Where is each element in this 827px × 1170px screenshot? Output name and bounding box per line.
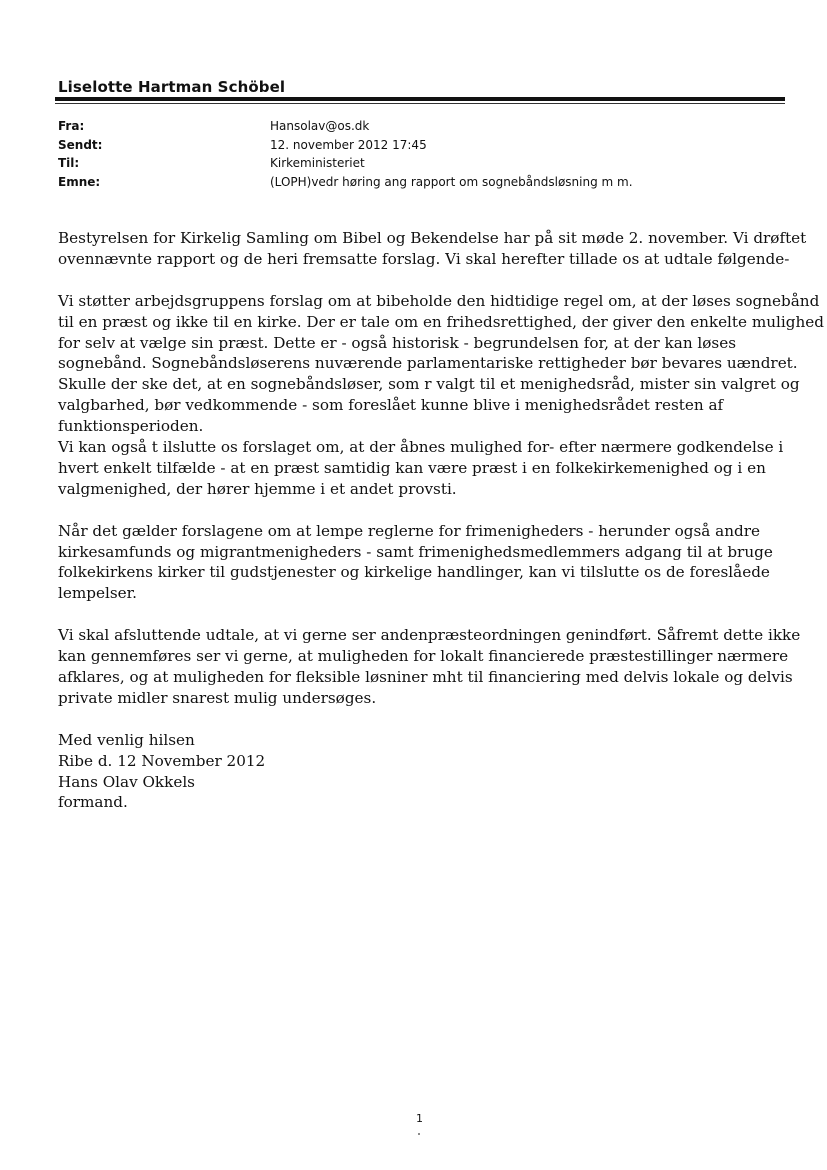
header-label-to: Til: bbox=[58, 156, 80, 170]
header-value-from: Hansolav@os.dk bbox=[270, 119, 370, 133]
paragraph-support bbox=[58, 291, 824, 500]
body-line: Når det gælder forslagene om at lempe reglerne for frimenigheders - herunder også andre bbox=[58, 521, 760, 540]
body-line: Vi skal afsluttende udtale, at vi gerne ser andenpræsteordningen genindført. Såfremt dette ikke bbox=[58, 626, 801, 645]
body-line: kirkesamfunds og migrantmenigheders - samt frimenighedsmedlemmers adgang til at bruge bbox=[58, 542, 773, 561]
paragraph-conclusion bbox=[58, 625, 801, 709]
header-value-sent: 12. november 2012 17:45 bbox=[270, 137, 427, 152]
body-line: hvert enkelt tilfælde - at en præst samtidig kan være præst i en folkekirkemenighed og i en bbox=[58, 458, 766, 477]
body-line: Skulle der ske det, at en sognebåndsløser, som r valgt til et menighedsråd, mister sin valgret og bbox=[58, 375, 800, 394]
header-row-sent bbox=[58, 136, 758, 155]
page-number: 1 bbox=[416, 1112, 423, 1125]
header-row-from bbox=[58, 117, 758, 136]
letter-body bbox=[58, 228, 824, 813]
header-value-subject: (LOPH)vedr høring ang rapport om sognebåndsløsning m m. bbox=[270, 174, 633, 189]
body-line: folkekirkens kirker til gudstjenester og kirkelige handlinger, kan vi tilslutte os de foreslåede bbox=[58, 563, 770, 582]
header-divider-thin bbox=[55, 103, 785, 104]
signatory-name: Hans Olav Okkels bbox=[58, 772, 195, 791]
header-value-to: Kirkeministeriet bbox=[270, 156, 365, 170]
email-header-block bbox=[58, 117, 758, 191]
closing-greeting: Med venlig hilsen bbox=[58, 730, 195, 749]
scan-speck bbox=[418, 1133, 420, 1135]
body-line: valgmenighed, der hører hjemme i et andet provsti. bbox=[58, 479, 457, 498]
body-line: Bestyrelsen for Kirkelig Samling om Bibel og Bekendelse har på sit møde 2. november. Vi drøftet bbox=[58, 229, 807, 247]
closing-place-date: Ribe d. 12 November 2012 bbox=[58, 751, 266, 770]
header-label-subject: Emne: bbox=[58, 174, 101, 189]
body-line: private midler snarest mulig undersøges. bbox=[58, 688, 377, 707]
signatory-title: formand. bbox=[58, 793, 128, 812]
signature-block bbox=[58, 730, 798, 814]
body-line: Vi kan også t ilslutte os forslaget om, at der åbnes mulighed for- efter nærmere godkendelse i bbox=[58, 438, 784, 457]
body-line: for selv at vælge sin præst. Dette er - også historisk - begrundelsen for, at der kan løses bbox=[58, 333, 737, 352]
body-line: funktionsperioden. bbox=[58, 417, 204, 436]
body-line: kan gennemføres ser vi gerne, at muligheden for lokalt financierede præstestillinger nærmere bbox=[58, 647, 789, 666]
header-label-sent: Sendt: bbox=[58, 137, 103, 152]
paragraph-free-churches bbox=[58, 521, 798, 605]
body-line: valgbarhed, bør vedkommende - som foreslået kunne blive i menighedsrådet resten af bbox=[58, 396, 724, 415]
body-line: lempelser. bbox=[58, 584, 138, 603]
sender-name: Liselotte Hartman Schöbel bbox=[58, 78, 286, 96]
header-row-subject bbox=[58, 173, 758, 192]
header-divider-thick bbox=[55, 97, 785, 101]
body-line: til en præst og ikke til en kirke. Der er tale om en frihedsrettighed, der giver den enkelte mulighed bbox=[58, 312, 824, 331]
body-line: sognebånd. Sognebåndsløserens nuværende parlamentariske rettigheder bør bevares uændret. bbox=[58, 354, 798, 373]
header-row-to bbox=[58, 154, 758, 173]
body-line: afklares, og at muligheden for fleksible løsniner mht til financiering med delvis lokale og delvis bbox=[58, 667, 793, 686]
body-line: Vi støtter arbejdsgruppens forslag om at bibeholde den hidtidige regel om, at der løses sognebånd bbox=[58, 291, 820, 310]
paragraph-intro bbox=[58, 228, 807, 270]
header-label-from: Fra: bbox=[58, 119, 85, 133]
body-line: ovennævnte rapport og de heri fremsatte forslag. Vi skal herefter tillade os at udtale følgende- bbox=[58, 249, 790, 268]
